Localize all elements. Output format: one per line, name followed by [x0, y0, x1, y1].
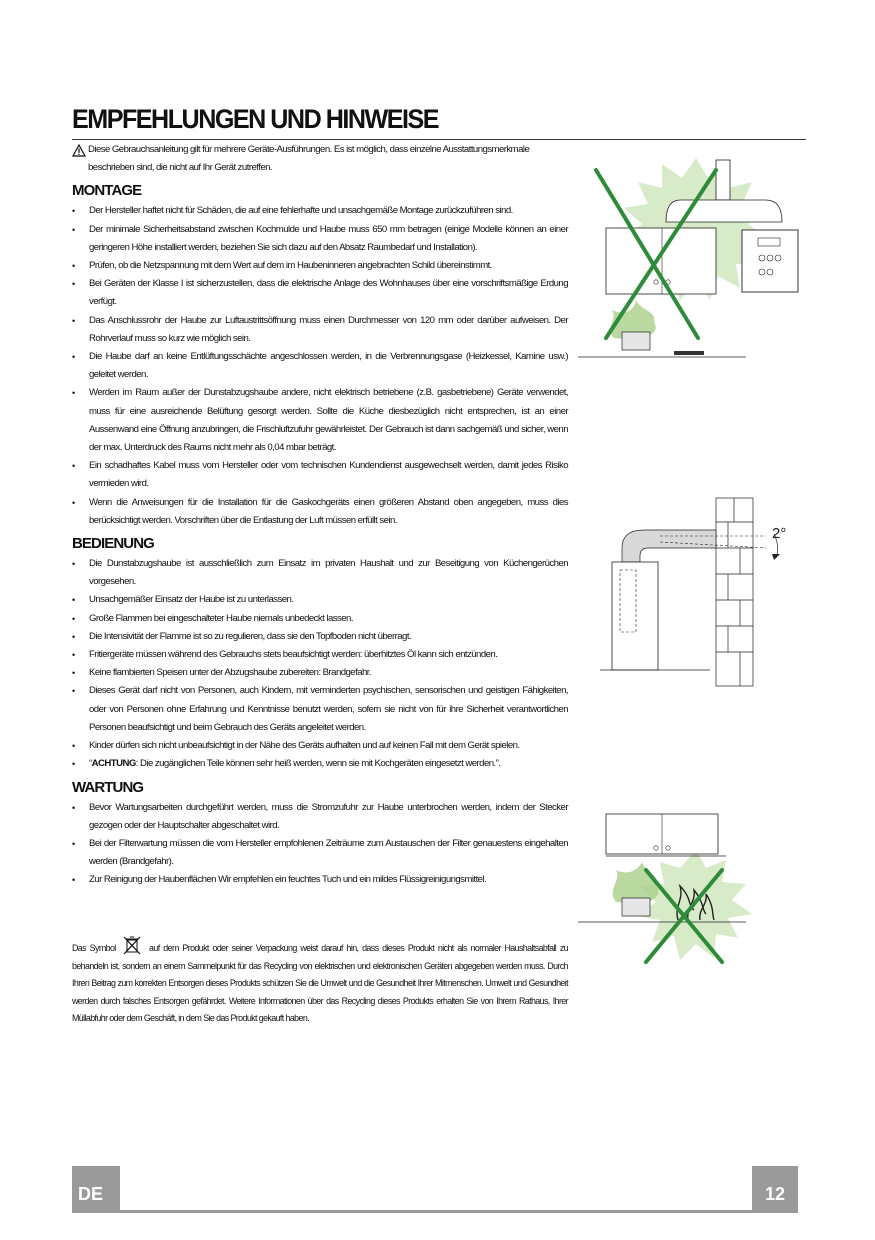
pot — [622, 332, 650, 350]
list-item: • Der minimale Sicherheitsabstand zwischen Kochmulde und Haube muss 650 mm betragen (einige Modelle können an einer geringeren Höhe installiert werden, beziehen Sie sich dazu auf den Absatz Raumbedarf und Installation). — [72, 221, 568, 257]
list-item: • Große Flammen bei eingeschalteter Haube niemals unbedeckt lassen. — [72, 610, 568, 628]
pot — [622, 898, 650, 916]
achtung-label: ACHTUNG — [91, 758, 136, 770]
list-item: • Die Intensivität der Flamme ist so zu regulieren, dass sie den Topfboden nicht überragt. — [72, 628, 568, 646]
page-number: 12 — [752, 1166, 798, 1213]
figure-no-flambe — [576, 810, 806, 970]
wartung-heading: WARTUNG — [72, 778, 144, 796]
intro-note — [72, 141, 568, 177]
achtung-text: : Die zugänglichen Teile können sehr heiß werden, wenn sie mit Kochgeräten eingesetzt werden.”. — [135, 758, 501, 770]
wall-cabinet — [606, 228, 716, 294]
list-item: • Bei Geräten der Klasse I ist sicherzustellen, dass die elektrische Anlage des Wohnhauses über eine vorschriftsmäßige Erdung verfügt. — [72, 275, 568, 311]
warning-icon — [72, 144, 86, 157]
crossed-bin-icon — [121, 934, 143, 956]
montage-heading: MONTAGE — [72, 182, 142, 200]
montage-list — [72, 202, 568, 530]
list-item: • Keine flambierten Speisen unter der Abzugshaube zubereiten: Brandgefahr. — [72, 664, 568, 682]
list-item: • Werden im Raum außer der Dunstabzugshaube andere, nicht elektrisch betriebene (z.B. gasbetriebene) Geräte verwendet, muss für eine ausreichende Belüftung gesorgt werden. Sollte die Küche diesbezüglich nicht entsprechen, ist an einer Aussenwand eine Öffnung anzubringen, die Frischluftzufuhr gewährleistet. Der Gebrauch ist dann sachgemäß und sicher, wenn der max. Unterdruck des Raums nicht mehr als 0,04 mbar beträgt. — [72, 384, 568, 457]
disposal-note — [72, 934, 568, 1028]
list-item: • Bei der Filterwartung müssen die vom Hersteller empfohlenen Zeiträume zum Austauschen der Filter genauestens eingehalten werden (Brandgefahr). — [72, 835, 568, 871]
footer — [72, 1166, 798, 1213]
chimney — [716, 160, 730, 200]
list-item: • Kinder dürfen sich nicht unbeaufsichtigt in der Nähe des Geräts aufhalten und auf keinen Fall mit dem Gerät spielen. — [72, 737, 568, 755]
hood-chimney — [612, 562, 658, 670]
bedienung-heading: BEDIENUNG — [72, 535, 154, 553]
page-title: EMPFEHLUNGEN UND HINWEISE — [72, 104, 438, 134]
angle-label: 2° — [772, 525, 787, 542]
list-item: • Der Hersteller haftet nicht für Schäden, die auf eine fehlerhafte und unsachgemäße Montage zurückzuführen sind. — [72, 202, 568, 220]
language-tab: DE — [72, 1166, 120, 1213]
list-item: • Das Anschlussrohr der Haube zur Luftaustrittsöffnung muss einen Durchmesser von 120 mm oder darüber aufweisen. Der Rohrverlauf muss so kurz wie möglich sein. — [72, 312, 568, 348]
footer-line — [72, 1210, 798, 1213]
list-item: • Bevor Wartungsarbeiten durchgeführt werden, muss die Stromzufuhr zur Haube unterbrochen werden, indem der Stecker gezogen oder der Hauptschalter abgeschaltet wird. — [72, 799, 568, 835]
wartung-list — [72, 799, 568, 890]
achtung-item: • “ACHTUNG: Die zugänglichen Teile können sehr heiß werden, wenn sie mit Kochgeräten eingesetzt werden.”. — [72, 755, 568, 773]
list-item: • Wenn die Anweisungen für die Installation für die Gaskochgeräts einen größeren Abstand oben angegeben, muss dies berücksichtigt werden. Vorschriften über die Entlastung der Luft müssen erfüllt sein. — [72, 494, 568, 530]
list-item: • Prüfen, ob die Netzspannung mit dem Wert auf dem im Haubeninneren angebrachten Schild übereinstimmt. — [72, 257, 568, 275]
figure-hood-distance — [576, 150, 806, 365]
list-item: • Fritiergeräte müssen während des Gebrauchs stets beaufsichtigt werden: überhitztes Öl kann sich entzünden. — [72, 646, 568, 664]
bedienung-list — [72, 555, 568, 773]
list-item: • Ein schadhaftes Kabel muss vom Hersteller oder vom technischen Kundendienst ausgewechselt werden, damit jedes Risiko vermieden wird. — [72, 457, 568, 493]
list-item: • Zur Reinigung der Haubenflächen Wir empfehlen ein feuchtes Tuch und ein mildes Flüssigreinigungsmittel. — [72, 871, 568, 889]
intro-text: Diese Gebrauchsanleitung gilt für mehrere Geräte-Ausführungen. Es ist möglich, dass einzelne Ausstattungsmerkmale beschrieben sind, die nicht auf Ihr Gerät zutreffen. — [88, 144, 530, 174]
disposal-after: auf dem Produkt oder seiner Verpackung weist darauf hin, dass dieses Produkt nicht als normaler Haushaltsabfall zu behandeln ist, sondern an einem Sammelpunkt für das Recycling von elektrischen und elektronischen Geräten abgegeben werden muss. Durch Ihren Beitrag zum korrekten Entsorgen dieses Produkts schützen Sie die Umwelt und die Gesundheit Ihrer Mitmenschen. Umwelt und Gesundheit werden durch falsches Entsorgen gefährdet. Weitere Informationen über das Recycling dieses Produkts erhalten Sie von Ihrem Rathaus, Ihrer Müllabfuhr oder dem Geschäft, in dem Sie das Produkt gekauft haben. — [72, 943, 568, 1024]
disposal-before: Das Symbol — [72, 943, 116, 953]
title-rule — [72, 139, 806, 140]
figure-duct-slope — [600, 496, 806, 688]
duct-bend — [622, 530, 716, 562]
list-item: • Dieses Gerät darf nicht von Personen, auch Kindern, mit verminderten psychischen, sensorischen und geistigen Fähigkeiten, oder von Personen ohne Erfahrung und Kenntnisse benutzt werden, sofern sie nicht von für ihre Sicherheit verantwortlichen Personen beaufsichtigt und beim Gebrauch des Geräts angeleitet werden. — [72, 682, 568, 737]
main-column — [72, 141, 568, 890]
list-item: • Die Haube darf an keine Entlüftungsschächte angeschlossen werden, in die Verbrennungsgase (Heizkessel, Kamine usw.) geleitet werden. — [72, 348, 568, 384]
list-item: • Die Dunstabzugshaube ist ausschließlich zum Einsatz im privaten Haushalt und zur Beseitigung von Küchengerüchen vorgesehen. — [72, 555, 568, 591]
brick-wall — [716, 498, 753, 686]
list-item: • Unsachgemäßer Einsatz der Haube ist zu unterlassen. — [72, 591, 568, 609]
